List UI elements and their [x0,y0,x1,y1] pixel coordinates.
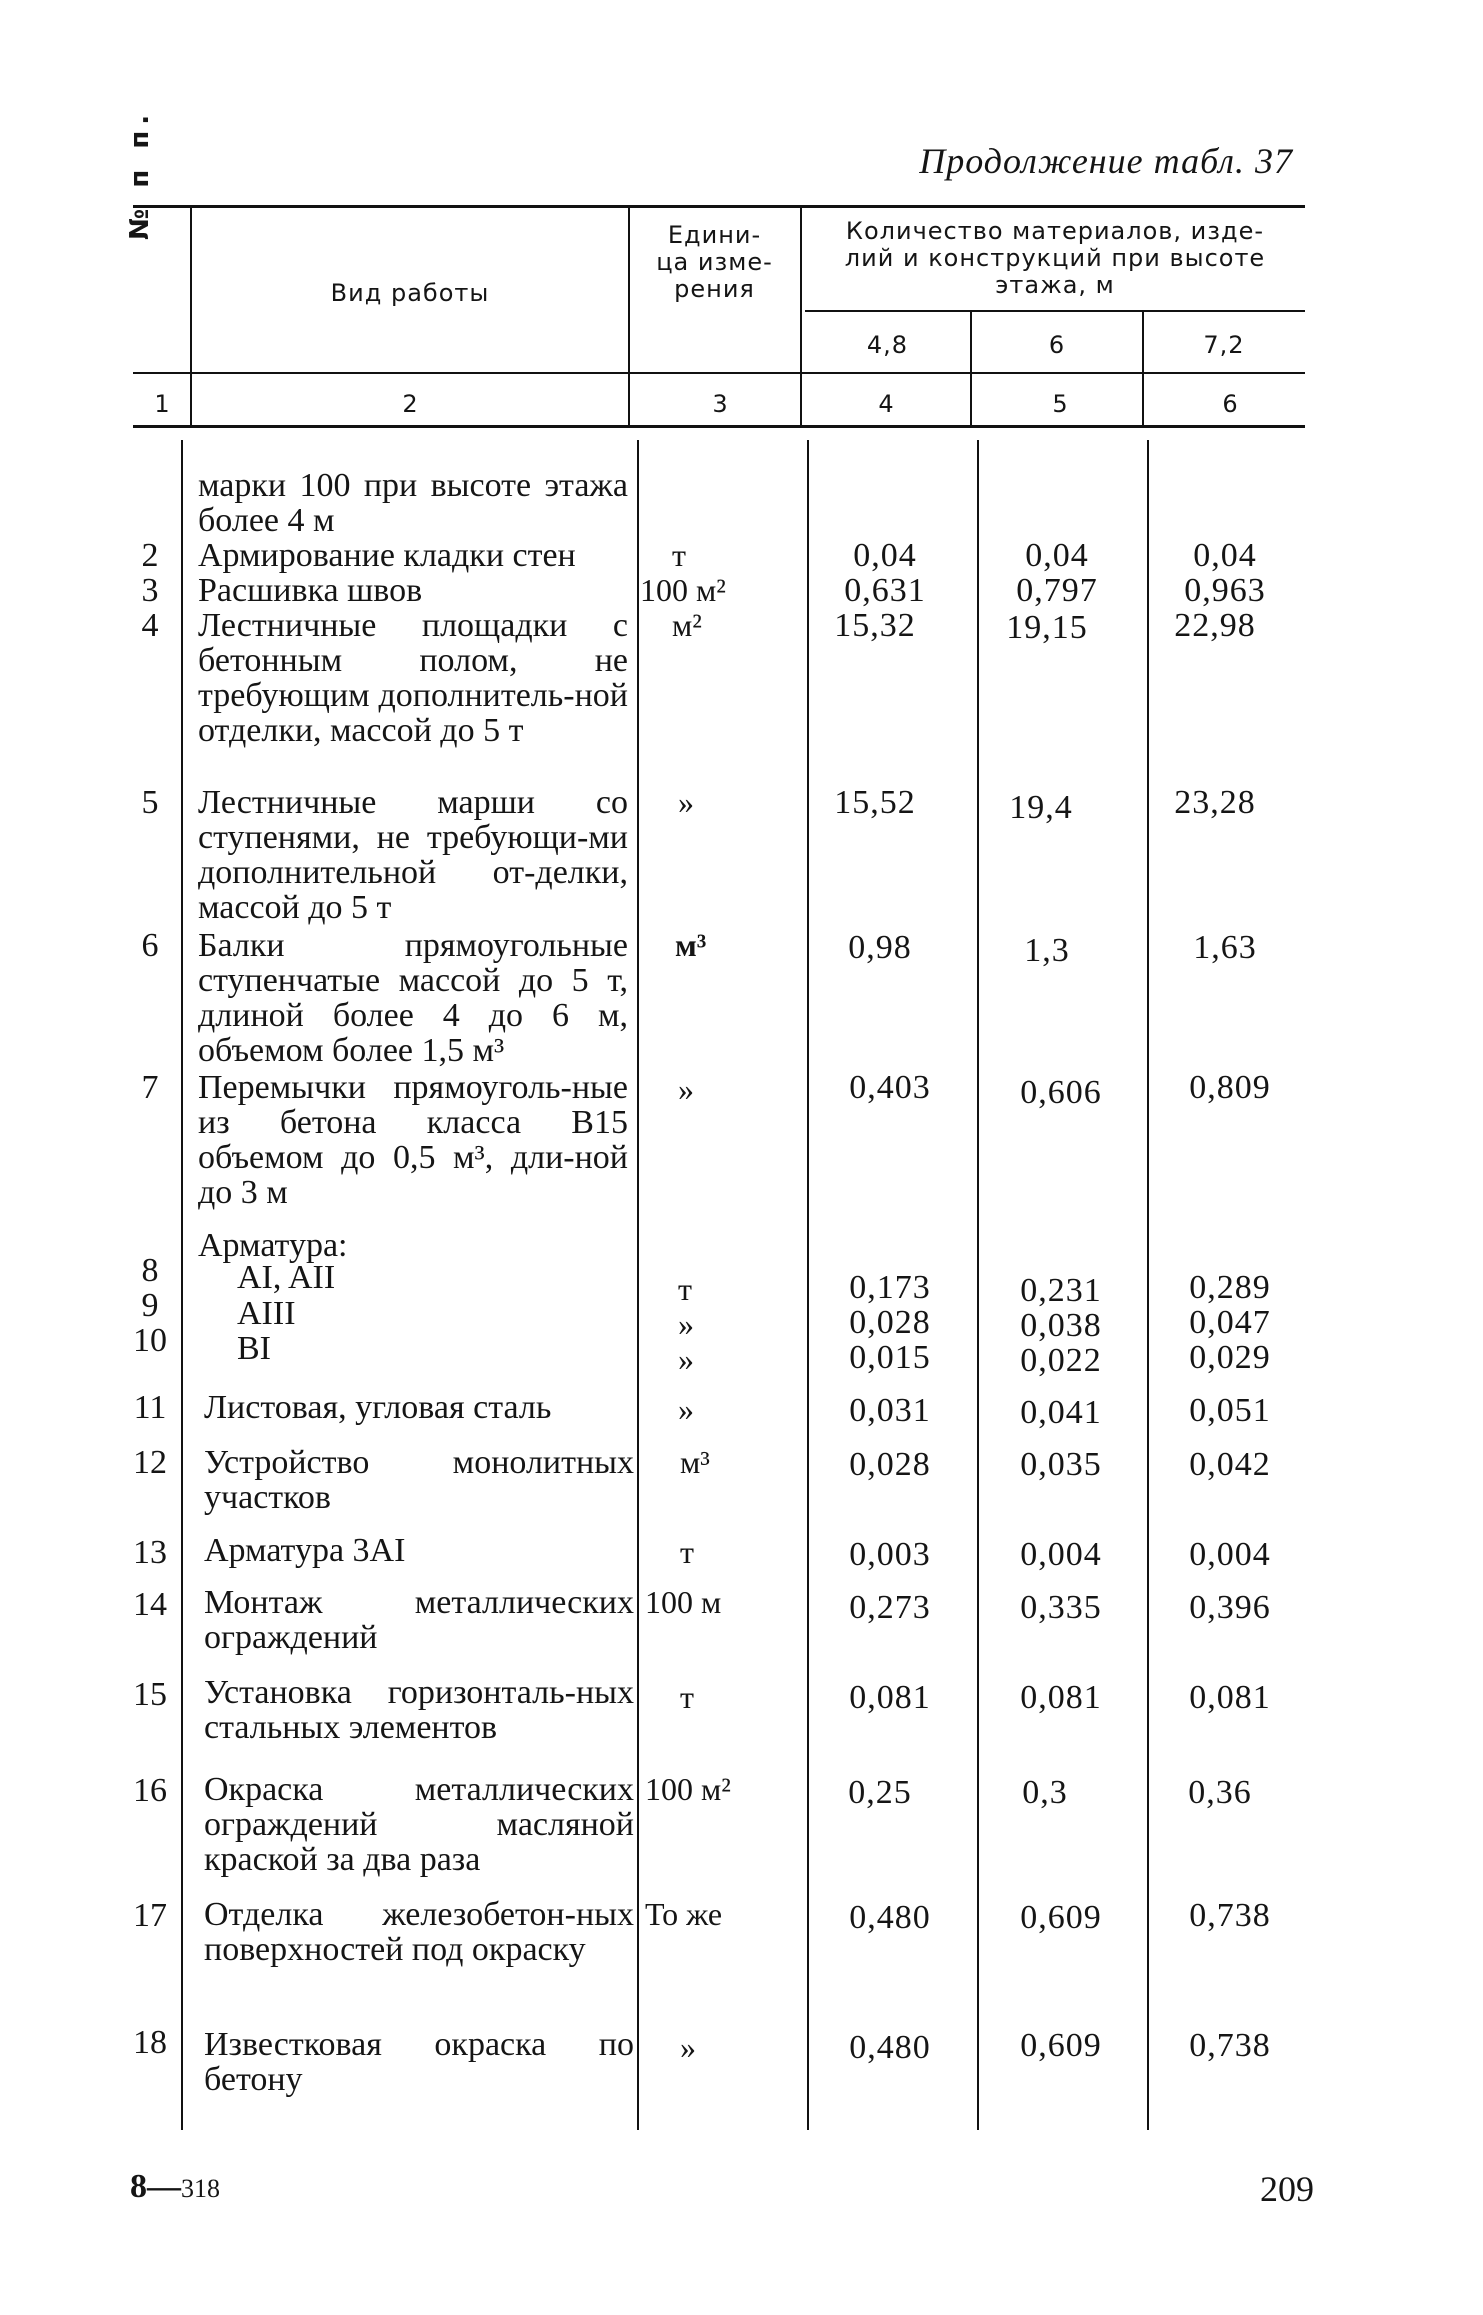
row-unit: » [678,1341,694,1377]
row-work: AI, AII [237,1259,336,1296]
row-value-4-8: 0,015 [849,1339,931,1376]
row-number: 2 [141,537,159,574]
row-value-7-2: 0,004 [1189,1536,1271,1573]
row-value-7-2: 0,809 [1189,1069,1271,1106]
header-quantity-line-3: этажа, м [995,271,1115,299]
row-number: 17 [133,1897,167,1934]
row-unit: м³ [675,927,707,963]
subheader-rule [805,310,1305,312]
row-value-4-8: 0,028 [849,1446,931,1483]
row-unit: » [680,2029,696,2065]
row-work: Лестничные марши со ступенями, не требующи-ми дополнительной от-делки, массой до 5 т [198,784,628,926]
row-work: Устройство монолитных участков [204,1444,634,1516]
header-height-6: 6 [1048,331,1066,359]
row-number: 3 [141,572,159,609]
row-value-4-8: 0,480 [849,2029,931,2066]
colnum-1: 1 [154,390,170,418]
row-unit: » [678,1071,694,1107]
row-number: 15 [133,1676,167,1713]
row-value-7-2: 0,963 [1184,572,1266,609]
header-vline-4 [970,310,972,425]
row-value-6: 0,04 [1025,537,1089,574]
row-unit: 100 м² [645,1771,731,1807]
row-value-6: 1,3 [1024,932,1070,969]
row-value-6: 0,038 [1020,1307,1102,1344]
row-value-4-8: 0,98 [848,929,912,966]
row-work: BI [237,1330,271,1367]
row-number: 6 [141,927,159,964]
row-value-6: 0,022 [1020,1342,1102,1379]
header-bottom-rule [133,372,1305,374]
row-work: Лестничные площадки с бетонным полом, не требующим дополнитель-ной отделки, массой до 5 т [198,607,628,749]
table-top-rule [133,205,1305,208]
header-work-type: Вид работы [330,279,490,307]
row-value-6: 0,035 [1020,1446,1102,1483]
row-value-4-8: 15,52 [834,784,916,821]
row-value-4-8: 0,25 [848,1774,912,1811]
row-value-6: 0,041 [1020,1394,1102,1431]
colnum-6: 6 [1222,390,1238,418]
header-unit-line-2: ца изме- [656,248,773,276]
row-value-7-2: 22,98 [1174,607,1256,644]
row-value-7-2: 0,04 [1193,537,1257,574]
row-value-7-2: 1,63 [1193,929,1257,966]
header-unit-line-1: Едини- [667,221,762,249]
row-work: марки 100 при высоте этажа более 4 м [198,467,628,539]
row-unit: т [672,537,686,573]
row-unit: » [678,784,694,820]
body-vline-4 [977,440,979,2130]
header-number-col: № п п. [125,108,155,240]
row-work: Монтаж металлических ограждений [204,1584,634,1656]
row-work: Армирование кладки стен [198,537,576,574]
row-value-7-2: 0,051 [1189,1392,1271,1429]
row-number: 7 [141,1069,159,1106]
row-unit: 100 м [645,1584,722,1620]
row-value-7-2: 0,081 [1189,1679,1271,1716]
row-value-4-8: 0,031 [849,1392,931,1429]
table-caption: Продолжение табл. 37 [919,141,1293,181]
row-value-7-2: 0,396 [1189,1589,1271,1626]
row-value-4-8: 0,403 [849,1069,931,1106]
row-unit: т [680,1534,694,1570]
row-unit: То же [645,1896,723,1932]
row-work: Окраска металлических ограждений масляной краской за два раза [204,1771,634,1878]
row-work: Балки прямоугольные ступенчатые массой до 5 т, длиной более 4 до 6 м, объемом более 1,5 м³ [198,927,628,1069]
header-height-4-8: 4,8 [866,331,909,359]
body-vline-1 [181,440,183,2130]
row-value-4-8: 0,273 [849,1589,931,1626]
signature-main: 8— [130,2168,181,2205]
row-value-7-2: 0,36 [1188,1774,1252,1811]
row-value-7-2: 0,029 [1189,1339,1271,1376]
row-unit: 100 м² [640,572,726,608]
row-work: Листовая, угловая сталь [204,1389,552,1426]
row-work-group-title: Арматура: [198,1227,348,1264]
row-value-6: 0,606 [1020,1074,1102,1111]
row-work: Отделка железобетон-ных поверхностей под окраску [204,1896,634,1968]
header-height-7-2: 7,2 [1203,331,1245,359]
row-number: 8 [141,1252,159,1289]
body-vline-3 [807,440,809,2130]
row-value-4-8: 15,32 [834,607,916,644]
colnum-bottom-rule [133,425,1305,428]
row-value-6: 0,609 [1020,1899,1102,1936]
signature-small: 318 [181,2174,220,2203]
row-value-4-8: 0,028 [849,1304,931,1341]
row-number: 13 [133,1534,167,1571]
row-value-7-2: 0,738 [1189,1897,1271,1934]
row-value-4-8: 0,04 [853,537,917,574]
header-quantity-line-1: Количество материалов, изде- [845,217,1265,245]
row-unit: м² [672,607,702,643]
row-value-6: 0,081 [1020,1679,1102,1716]
row-value-4-8: 0,173 [849,1269,931,1306]
row-value-7-2: 23,28 [1174,784,1256,821]
row-number: 14 [133,1586,167,1623]
colnum-3: 3 [712,390,728,418]
row-value-6: 0,3 [1022,1774,1068,1811]
row-number: 16 [133,1772,167,1809]
row-unit: т [678,1271,692,1307]
row-value-6: 0,609 [1020,2027,1102,2064]
row-unit: т [680,1679,694,1715]
row-number: 9 [141,1287,159,1324]
row-unit: м³ [680,1444,710,1480]
page-number: 209 [1260,2169,1314,2209]
row-number: 18 [133,2024,167,2061]
row-value-7-2: 0,042 [1189,1446,1271,1483]
colnum-4: 4 [878,390,894,418]
row-value-6: 0,231 [1020,1272,1102,1309]
row-value-7-2: 0,047 [1189,1304,1271,1341]
row-unit: » [678,1306,694,1342]
row-value-6: 0,004 [1020,1536,1102,1573]
row-number: 11 [133,1389,167,1426]
row-value-4-8: 0,480 [849,1899,931,1936]
row-value-7-2: 0,738 [1189,2027,1271,2064]
row-value-6: 0,335 [1020,1589,1102,1626]
row-value-4-8: 0,003 [849,1536,931,1573]
header-vline-5 [1142,310,1144,425]
row-value-6: 19,4 [1009,789,1073,826]
row-value-6: 19,15 [1006,609,1088,646]
row-work: Известковая окраска по бетону [204,2026,634,2098]
header-vline-2 [628,205,630,425]
row-work: Арматура 3AI [204,1532,406,1569]
header-vline-3 [800,205,802,425]
header-unit [632,222,797,303]
row-value-6: 0,797 [1016,572,1098,609]
body-vline-5 [1147,440,1149,2130]
row-value-4-8: 0,631 [844,572,926,609]
header-quantity-line-2: лий и конструкций при высоте [844,244,1266,272]
row-number: 5 [141,784,159,821]
colnum-2: 2 [402,390,418,418]
print-signature [130,2168,220,2206]
row-value-4-8: 0,081 [849,1679,931,1716]
colnum-5: 5 [1052,390,1068,418]
row-work: Установка горизонталь-ных стальных элементов [204,1674,634,1746]
row-work: AIII [237,1295,296,1332]
header-quantity-group [805,218,1305,299]
row-number: 4 [141,607,159,644]
row-unit: » [678,1391,694,1427]
row-work: Расшивка швов [198,572,423,609]
row-work: Перемычки прямоуголь-ные из бетона класса В15 объемом до 0,5 м³, дли-ной до 3 м [198,1069,628,1211]
row-number: 12 [133,1444,167,1481]
header-unit-line-3: рения [674,275,755,303]
row-value-7-2: 0,289 [1189,1269,1271,1306]
row-number: 10 [133,1322,167,1359]
